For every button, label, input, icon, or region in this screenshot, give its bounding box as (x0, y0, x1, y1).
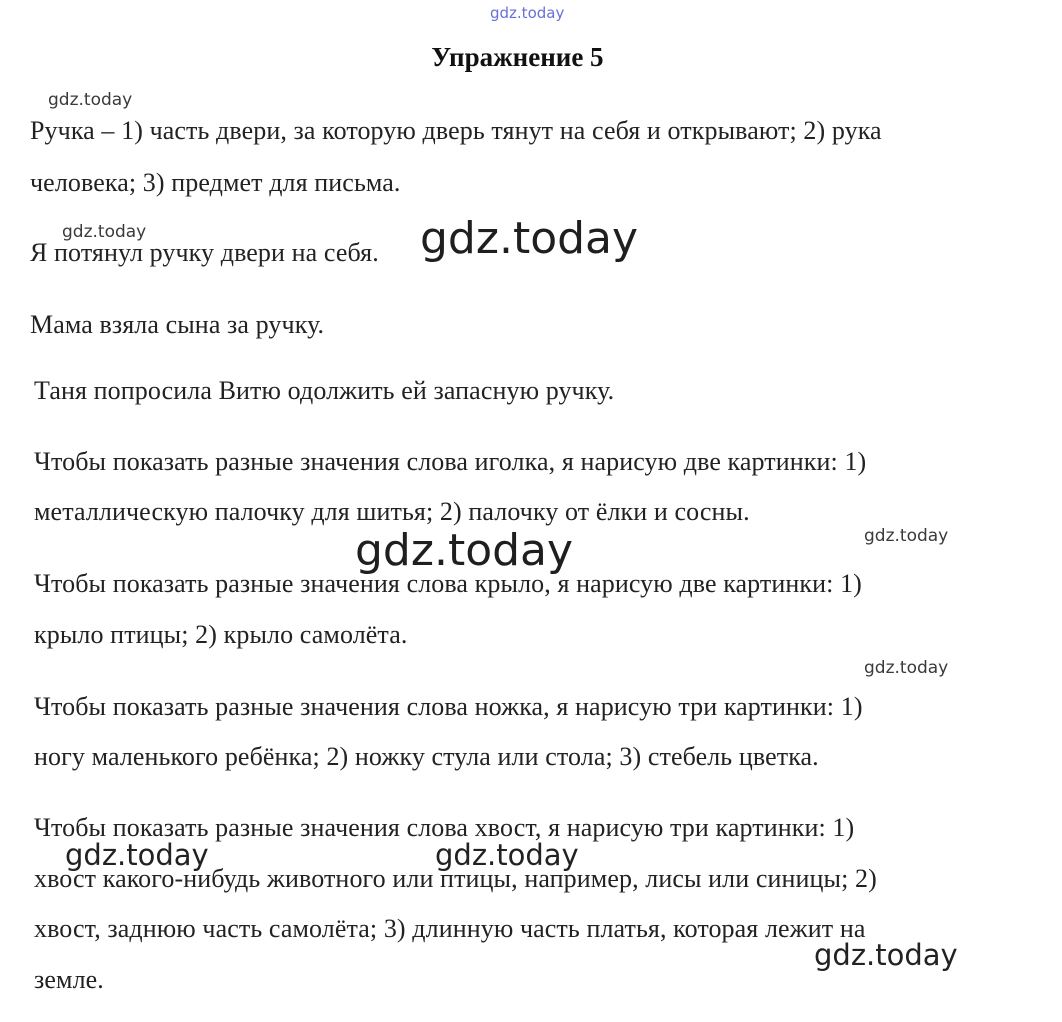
watermark-medium: gdz.today (435, 838, 579, 872)
text-line: хвост какого-нибудь животного или птицы, например, лисы или синицы; 2) (34, 864, 877, 893)
text-line: Мама взяла сына за ручку. (30, 310, 325, 339)
text-line: человека; 3) предмет для письма. (30, 168, 401, 197)
watermark-large: gdz.today (355, 525, 574, 576)
text-line: Чтобы показать разные значения слова ножка, я нарисую три картинки: 1) (34, 692, 863, 721)
text-line: Чтобы показать разные значения слова иголка, я нарисую две картинки: 1) (34, 447, 867, 476)
watermark: gdz.today (864, 526, 949, 546)
watermark: gdz.today (864, 658, 949, 678)
watermark: gdz.today (62, 222, 147, 242)
text-line: Чтобы показать разные значения слова хвост, я нарисую три картинки: 1) (34, 813, 855, 842)
watermark-medium: gdz.today (65, 838, 209, 872)
page-title: Упражнение 5 (431, 42, 604, 72)
text-line: Чтобы показать разные значения слова крыло, я нарисую две картинки: 1) (34, 569, 862, 598)
text-line: Таня попросила Витю одолжить ей запасную ручку. (34, 376, 615, 405)
watermark: gdz.today (48, 90, 133, 110)
watermark-top: gdz.today (490, 4, 565, 22)
text-line: Ручка – 1) часть двери, за которую дверь тянут на себя и открывают; 2) рука (30, 116, 882, 145)
text-line: ногу маленького ребёнка; 2) ножку стула или стола; 3) стебель цветка. (34, 742, 819, 771)
text-line: хвост, заднюю часть самолёта; 3) длинную часть платья, которая лежит на (34, 914, 866, 943)
watermark-medium: gdz.today (814, 938, 958, 972)
text-line: земле. (34, 965, 104, 994)
watermark-large: gdz.today (420, 213, 639, 264)
text-line: металлическую палочку для шитья; 2) палочку от ёлки и сосны. (34, 497, 750, 526)
text-line: Я потянул ручку двери на себя. (30, 238, 379, 267)
text-line: крыло птицы; 2) крыло самолёта. (34, 620, 408, 649)
